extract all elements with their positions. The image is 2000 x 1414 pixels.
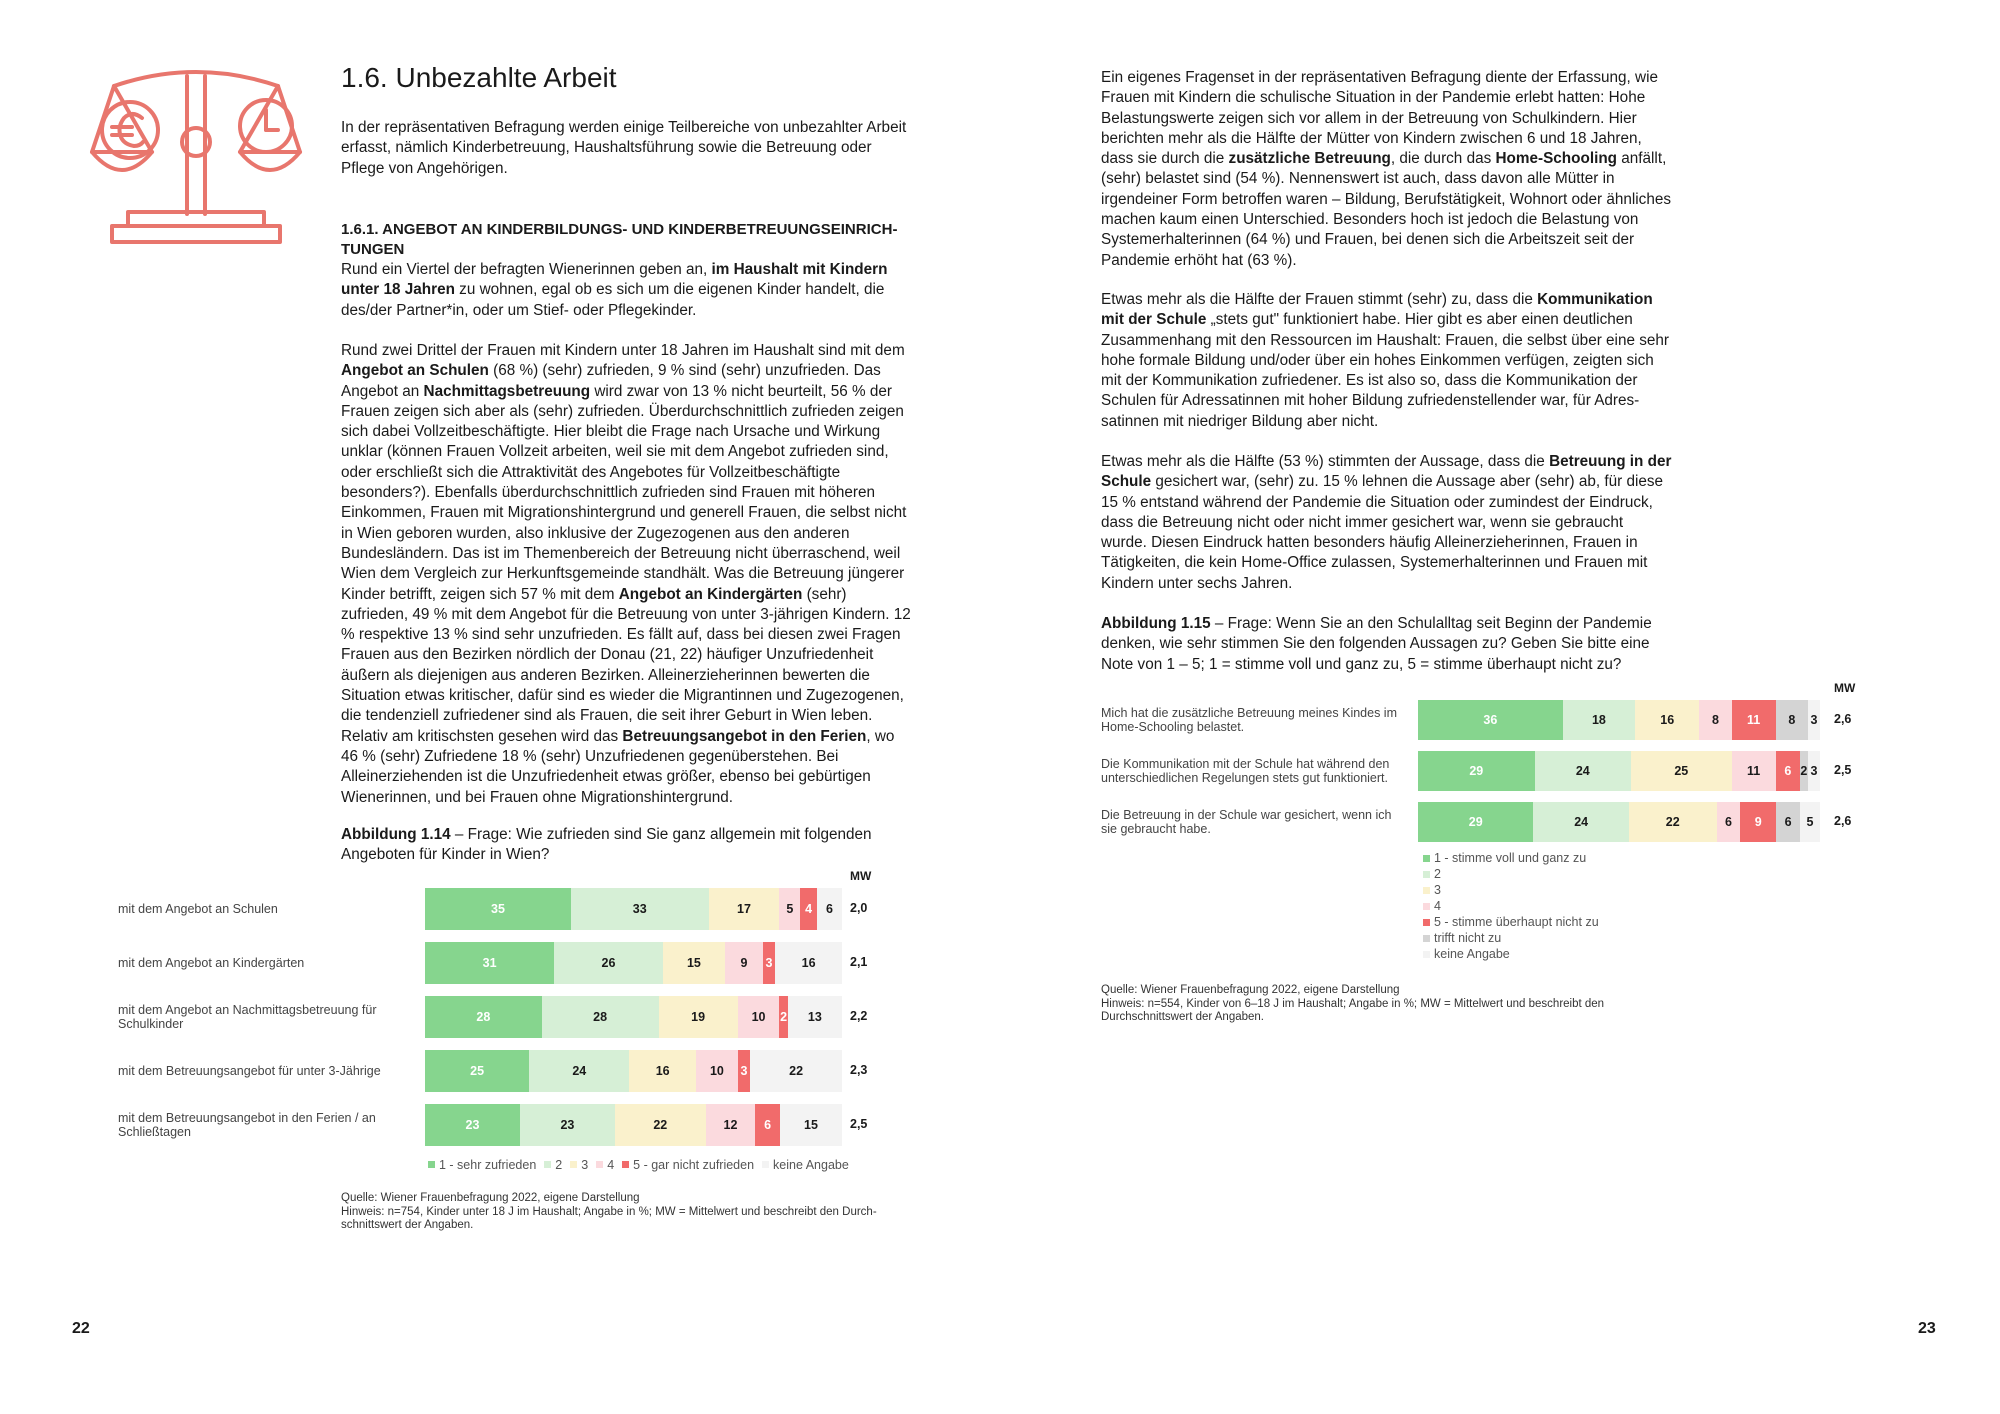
paragraph-school-communication: Etwas mehr als die Hälfte der Frauen stimmt (sehr) zu, dass die Kommunikation mit der Schule „stets gut" funktioniert habe. Hier gibt es aber einen deutlichen Zusammenhang mit den Ressourcen im Haushalt: Frauen, die selbst über eine sehr hohe formale Bildung und/oder über ein hohes Einkommen verfügen, zeigten sich mit der Kommunikation zufriedener. Es ist also so, dass die Kommunikation der Schulen für Adressatinnen mit hoher Bildung zufriedenstellender war, für Adressatinnen mit niedriger Bildung aber nicht. <box>1101 291 1669 430</box>
bar-segment: 28 <box>542 996 659 1038</box>
stacked-bar <box>1418 700 1820 740</box>
bar-segment: 6 <box>1717 802 1741 842</box>
row-label: Die Kommunikation mit der Schule hat während den unterschiedlichen Regelungen stets gut funktioniert. <box>1101 757 1390 785</box>
subsection-heading: 1.6.1. ANGEBOT AN KINDERBILDUNGS- UND KINDERBETREUUNGSEINRICHTUNGEN <box>341 221 898 258</box>
legend-swatch <box>1423 903 1430 910</box>
legend-swatch <box>570 1161 577 1168</box>
bar-segment: 15 <box>663 942 726 984</box>
bar-segment: 8 <box>1776 700 1808 740</box>
mw-value: 2,5 <box>1834 763 1852 777</box>
legend-swatch <box>1423 935 1430 942</box>
legend-label: 1 - stimme voll und ganz zu <box>1434 851 1587 865</box>
bar-segment: 10 <box>738 996 780 1038</box>
bar-segment: 19 <box>659 996 738 1038</box>
bar-segment: 24 <box>1535 751 1631 791</box>
legend-swatch <box>428 1161 435 1168</box>
bar-segment: 36 <box>1418 700 1563 740</box>
stacked-bar <box>1418 802 1820 842</box>
mw-value: 2,1 <box>850 955 868 969</box>
legend-label: 3 <box>1434 883 1441 897</box>
right-page <box>1000 0 2000 1414</box>
legend-item <box>428 1158 536 1172</box>
page-number: 23 <box>1918 1320 1936 1337</box>
legend-label: 4 <box>1434 899 1441 913</box>
legend-item <box>622 1158 754 1172</box>
source-note-1-15 <box>1101 984 1661 1025</box>
paragraph-school-care: Etwas mehr als die Hälfte (53 %) stimmten der Aussage, dass die Betreuung in der Schule gesichert war, (sehr) zu. 15 % lehnen die Aussage aber (sehr) ab, für diese 15 % entstand während der Pandemie die Situation oder zumindest der Eindruck, dass die Betreuung nicht oder nicht immer gesichert war, wenn sie gebraucht wurde. Diesen Eindruck hatten besonders häufig Alleinerzieherinnen, Frauen in Tätigkeiten, die kein Home-Office zulassen, Systemerhalterinnen und Frauen mit Kindern unter sechs Jahren. <box>1101 453 1672 592</box>
bar-segment: 4 <box>800 888 817 930</box>
scales-euro-clock-icon <box>88 64 304 256</box>
bar-segment: 22 <box>615 1104 706 1146</box>
row-label: Mich hat die zusätzliche Betreuung meines Kindes im Home-Schooling belastet. <box>1101 706 1397 734</box>
hint-line: Hinweis: n=554, Kinder von 6–18 J im Haushalt; Angabe in %; MW = Mittelwert und beschreibt den Durchschnittswert der Angaben. <box>1101 997 1605 1023</box>
legend-swatch <box>1423 855 1430 862</box>
bar-segment: 2 <box>779 996 787 1038</box>
figure-caption-1-14: Abbildung 1.14 – Frage: Wie zufrieden sind Sie ganz allgemein mit folgenden Angeboten für Kinder in Wien? <box>341 826 872 864</box>
legend-swatch <box>622 1161 629 1168</box>
source-line: Quelle: Wiener Frauenbefragung 2022, eigene Darstellung <box>341 1192 640 1204</box>
bar-segment: 5 <box>1800 802 1820 842</box>
bar-segment: 28 <box>425 996 542 1038</box>
legend-label: 5 - stimme überhaupt nicht zu <box>1434 915 1599 929</box>
legend-label: 2 <box>555 1157 563 1172</box>
page-number: 22 <box>72 1320 90 1337</box>
stacked-bar <box>425 942 842 984</box>
legend-label: keine Angabe <box>773 1157 849 1172</box>
stacked-bar <box>425 1104 842 1146</box>
legend-label: 4 <box>607 1157 615 1172</box>
legend-swatch <box>762 1161 769 1168</box>
figure-caption-1-15: Abbildung 1.15 – Frage: Wenn Sie an den Schulalltag seit Beginn der Pandemie denken, wie sehr stimmen Sie den folgenden Aussagen zu? Geben Sie bitte eine Note von 1 – 5; 1 = stimme voll und ganz zu, 5 = stimme überhaupt nicht zu? <box>1101 615 1652 673</box>
legend-swatch <box>1423 887 1430 894</box>
legend-item <box>1423 866 1599 882</box>
bar-segment: 23 <box>520 1104 615 1146</box>
legend-item <box>1423 850 1599 866</box>
row-label: mit dem Angebot an Kindergärten <box>118 956 305 970</box>
mw-value: 2,5 <box>850 1117 868 1131</box>
bar-segment: 33 <box>571 888 709 930</box>
bar-segment: 6 <box>817 888 842 930</box>
legend-label: 1 - sehr zufrieden <box>439 1157 537 1172</box>
legend-item <box>1423 882 1599 898</box>
chart-legend <box>428 1157 857 1172</box>
intro-paragraph: In der repräsentativen Befragung werden einige Teilbereiche von unbezahlter Arbeit erfasst, nämlich Kinderbetreuung, Haushaltsführung sowie die Betreuung oder Pflege von Angehörigen. <box>341 119 907 177</box>
legend-label: 3 <box>581 1157 589 1172</box>
bar-segment: 3 <box>738 1050 751 1092</box>
bar-segment: 13 <box>788 996 842 1038</box>
mw-value: 2,6 <box>1834 814 1852 828</box>
bar-segment: 8 <box>1699 700 1731 740</box>
bar-segment: 16 <box>775 942 842 984</box>
mw-header: MW <box>850 869 872 883</box>
bar-segment: 35 <box>425 888 571 930</box>
legend-item <box>1423 946 1599 962</box>
legend-item <box>596 1158 614 1172</box>
bar-segment: 5 <box>779 888 800 930</box>
paragraph-pandemic-burden: Ein eigenes Fragenset in der repräsentativen Befragung diente der Erfassung, wie Frauen mit Kindern die schulische Situation in der Pandemie erlebt hatten: Hohe Belastungswerte zeigen sich vor allem in der Betreuung von Schulkindern. Hier berichten mehr als die Hälfte der Mütter von Kindern zwischen 6 und 18 Jahren, dass sie durch die zusätzliche Betreuung, die durch das Home-Schooling anfällt, (sehr) belastet sind (54 %). Nennenswert ist auch, dass davon alle Mütter in irgendeiner Form betroffen waren – Bildung, Berufstätigkeit, Wohnort oder ähnliches machen kaum einen Unterschied. Besonders hoch ist jedoch die Belastung von Systemerhalterinnen (64 %) und Frauen, bei denen sich die Arbeitszeit seit der Pandemie erhöht hat (63 %). <box>1101 69 1671 269</box>
bar-segment: 16 <box>629 1050 696 1092</box>
legend-item <box>544 1158 562 1172</box>
stacked-bar <box>425 1050 842 1092</box>
legend-swatch <box>544 1161 551 1168</box>
bar-segment: 18 <box>1563 700 1635 740</box>
bar-segment: 9 <box>725 942 763 984</box>
source-note-1-14 <box>341 1192 921 1233</box>
bar-segment: 6 <box>1776 751 1800 791</box>
legend-item <box>570 1158 588 1172</box>
legend-label: trifft nicht zu <box>1434 931 1502 945</box>
legend-label: keine Angabe <box>1434 947 1510 961</box>
source-line: Quelle: Wiener Frauenbefragung 2022, eigene Darstellung <box>1101 984 1400 996</box>
legend-item <box>1423 898 1599 914</box>
bar-segment: 15 <box>780 1104 842 1146</box>
legend-swatch <box>1423 951 1430 958</box>
legend-item <box>1423 930 1599 946</box>
stacked-bar <box>425 996 842 1038</box>
mw-value: 2,6 <box>1834 712 1852 726</box>
mw-header: MW <box>1834 681 1856 695</box>
bar-segment: 29 <box>1418 751 1535 791</box>
bar-segment: 26 <box>554 942 662 984</box>
row-label: mit dem Angebot an Schulen <box>118 902 278 916</box>
bar-segment: 11 <box>1732 751 1776 791</box>
bar-segment: 24 <box>1533 802 1629 842</box>
legend-swatch <box>596 1161 603 1168</box>
mw-value: 2,2 <box>850 1009 868 1023</box>
bar-segment: 25 <box>1631 751 1732 791</box>
stacked-bar <box>425 888 842 930</box>
legend-label: 5 - gar nicht zufrieden <box>633 1157 755 1172</box>
legend-item <box>762 1158 849 1172</box>
paragraph-household-children: Rund ein Viertel der befragten Wienerinnen geben an, im Haushalt mit Kindern unter 18 Jahren zu wohnen, egal ob es sich um die eigenen Kinder handelt, die des/der Partner*in, oder um Stief- oder Pflegekinder. <box>341 261 888 319</box>
legend-label: 2 <box>1434 867 1441 881</box>
bar-segment: 6 <box>755 1104 780 1146</box>
row-label: Die Betreuung in der Schule war gesichert, wenn ich sie gebraucht habe. <box>1101 808 1392 836</box>
row-label: mit dem Angebot an Nachmittagsbetreuung für Schulkinder <box>118 1003 377 1031</box>
row-label: mit dem Betreuungsangebot in den Ferien / an Schließtagen <box>118 1111 376 1139</box>
bar-segment: 31 <box>425 942 554 984</box>
mw-value: 2,3 <box>850 1063 868 1077</box>
legend-swatch <box>1423 919 1430 926</box>
stacked-bar <box>1418 751 1820 791</box>
bar-segment: 3 <box>1808 751 1820 791</box>
bar-segment: 10 <box>696 1050 738 1092</box>
legend-swatch <box>1423 871 1430 878</box>
bar-segment: 29 <box>1418 802 1533 842</box>
legend-item <box>1423 914 1599 930</box>
bar-segment: 25 <box>425 1050 529 1092</box>
bar-segment: 16 <box>1635 700 1699 740</box>
mw-value: 2,0 <box>850 901 868 915</box>
bar-segment: 22 <box>750 1050 842 1092</box>
bar-segment: 12 <box>706 1104 756 1146</box>
bar-segment: 22 <box>1629 802 1717 842</box>
bar-segment: 23 <box>425 1104 520 1146</box>
bar-segment: 6 <box>1776 802 1800 842</box>
section-title: 1.6. Unbezahlte Arbeit <box>341 62 617 93</box>
bar-segment: 2 <box>1800 751 1808 791</box>
row-label: mit dem Betreuungsangebot für unter 3-Jährige <box>118 1064 381 1078</box>
hint-line: Hinweis: n=754, Kinder unter 18 J im Haushalt; Angabe in %; MW = Mittelwert und beschreibt den Durchschnittswert der Angaben. <box>341 1205 877 1231</box>
chart-legend <box>1423 850 1599 962</box>
bar-segment: 17 <box>709 888 780 930</box>
bar-segment: 3 <box>763 942 776 984</box>
bar-segment: 24 <box>529 1050 629 1092</box>
bar-segment: 9 <box>1740 802 1776 842</box>
paragraph-satisfaction: Rund zwei Drittel der Frauen mit Kindern unter 18 Jahren im Haushalt sind mit dem Angebot an Schulen (68 %) (sehr) zufrieden, 9 % sind (sehr) unzufrieden. Das Angebot an Nachmittagsbetreuung wird zwar von 13 % nicht beurteilt, 56 % der Frauen zeigen sich aber als (sehr) zufrieden. Überdurchschnittlich zufrieden zeigen sich dabei Vollzeitbeschäftigte. Hier bleibt die Frage nach Ursache und Wirkung unklar (können Frauen Vollzeit arbeiten, weil sie mit dem Angebot zufrieden sind, oder erschließt sich die Attraktivität des Angebotes für Vollzeitbeschäftigte besonders?). Ebenfalls überdurchschnittlich zufrieden sind Frauen mit höheren Einkommen, Frauen mit Migrationshintergrund und generell Frauen, die selbst nicht in Wien geboren wurden, also inklusive der Zugezogenen aus den anderen Bundesländern. Das ist im Themenbereich der Betreuung nicht überraschend, weil Wien dem Vergleich zur Herkunftsgemeinde standhält. Was die Betreuung jüngerer Kinder betrifft, zeigen sich 57 % mit dem Angebot an Kindergärten (sehr) zufrieden, 49 % mit dem Angebot für die Betreuung von unter 3-jährigen Kindern. 12 % respektive 13 % sind sehr unzufrieden. Es fällt auf, dass bei diesen zwei Fragen Frauen aus den Bezirken nördlich der Donau (21, 22) häufiger Unzufriedenheit äußern als diejenigen aus anderen Bezirken. Alleinerzieherinnen bewerten die Situation etwas kritischer, dafür sind es wieder die Migrantinnen und Zugezogenen, die tendenziell zufriedener sind als Frauen, die seit ihrer Geburt in Wien leben. Relativ am kritischsten gesehen wird das Betreuungsangebot in den Ferien, wo 46 % (sehr) Zufriedene 18 % (sehr) Unzufriedenen gegenüberstehen. Bei Alleinerziehenden ist die Unzufriedenheit etwas größer, ebenso bei gebürtigen Wienerinnen, und bei Frauen ohne Migrationshintergrund. <box>341 342 911 806</box>
bar-segment: 3 <box>1808 700 1820 740</box>
bar-segment: 11 <box>1732 700 1776 740</box>
